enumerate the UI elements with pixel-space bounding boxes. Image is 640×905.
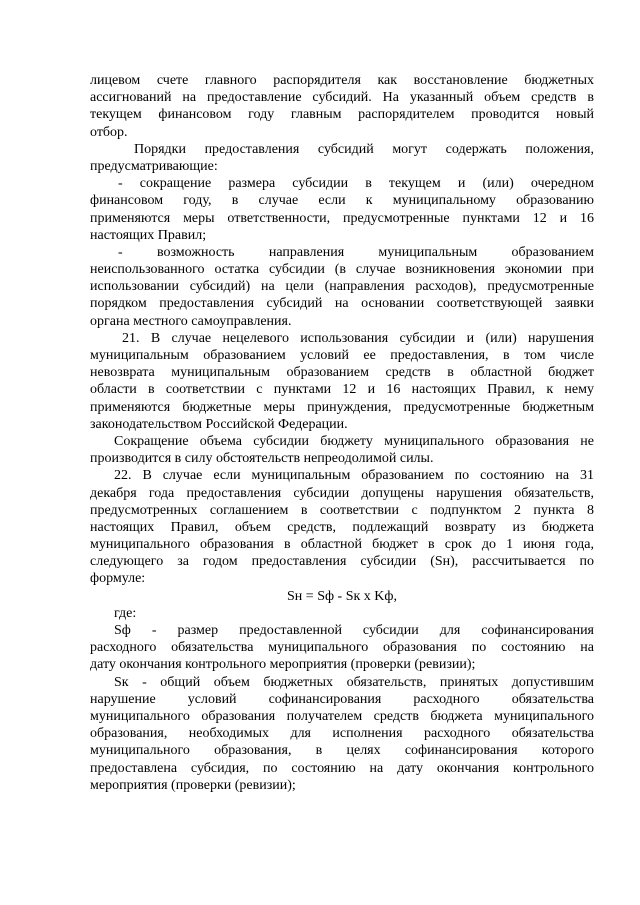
- text-line: невозврата муниципальным образованием средств в областной бюджет: [90, 365, 594, 381]
- document-body: [90, 72, 594, 794]
- text-line: расходного обязательства муниципального образования по состоянию на: [90, 640, 594, 656]
- text-line: - сокращение размера субсидии в текущем и (или) очередном: [118, 176, 594, 192]
- text-line: настоящих Правил;: [90, 227, 207, 243]
- text-line: текущем финансовом году главным распорядителем проводится новый: [90, 107, 594, 123]
- text-line: области в соответствии с пунктами 12 и 16 настоящих Правил, к нему: [90, 382, 594, 398]
- text-line: муниципальным образованием условий ее предоставления, в том числе: [90, 348, 594, 363]
- text-line: где:: [114, 605, 137, 621]
- text-line: формуле:: [90, 571, 146, 587]
- text-line: порядком предоставления субсидий на основании соответствующей заявки: [90, 296, 594, 312]
- text-line: неиспользованного остатка субсидии (в случае возникновения экономии при: [90, 262, 594, 278]
- text-line: ассигнований на предоставление субсидий. На указанный объем средств в: [90, 90, 594, 106]
- text-line: нарушение условий софинансирования расходного обязательства: [90, 691, 594, 707]
- text-line: законодательством Российской Федерации.: [90, 416, 348, 432]
- text-line: производится в силу обстоятельств непреодолимой силы.: [90, 451, 434, 467]
- text-line: предусмотренных соглашением в соответствии с подпунктом 2 пункта 8: [90, 502, 594, 518]
- text-line: мероприятия (проверки (ревизии);: [90, 777, 296, 793]
- text-line: декабря года предоставления субсидии допущены нарушения обязательств,: [90, 485, 594, 501]
- text-line: предусматривающие:: [90, 158, 218, 174]
- text-line: отбор.: [90, 124, 128, 140]
- text-line: муниципального образования получателем средств бюджета муниципального: [90, 708, 594, 724]
- text-line: - возможность направления муниципальным образованием: [118, 244, 594, 260]
- text-line: 22. В случае если муниципальным образованием по состоянию на 31: [114, 468, 594, 484]
- text-line: использовании субсидий) на цели (направления расходов), предусмотренные: [90, 279, 594, 295]
- text-line: Sк - общий объем бюджетных обязательств, принятых допустившим: [114, 674, 594, 690]
- text-line: лицевом счете главного распорядителя как восстановление бюджетных: [90, 73, 594, 88]
- text-line: следующего за годом предоставления субсидии (Sн), рассчитывается по: [90, 554, 594, 570]
- text-line: применяются меры ответственности, предусмотренные пунктами 12 и 16: [90, 210, 594, 226]
- text-line: муниципального образования в областной бюджет в срок до 1 июня года,: [90, 537, 594, 553]
- text-line: муниципального образования, в целях софинансирования которого: [90, 743, 594, 759]
- text-line: образования, необходимых для исполнения расходного обязательства: [90, 726, 594, 742]
- text-line: Порядки предоставления субсидий могут содержать положения,: [134, 141, 594, 157]
- text-line: дату окончания контрольного мероприятия (проверки (ревизии);: [90, 657, 476, 673]
- text-line: применяются бюджетные меры принуждения, предусмотренные бюджетным: [90, 399, 594, 415]
- text-line: настоящих Правил, объем средств, подлежащий возврату из бюджета: [90, 519, 594, 535]
- text-line: 21. В случае нецелевого использования субсидии и (или) нарушения: [122, 330, 594, 346]
- text-line: Sф - размер предоставленной субсидии для софинансирования: [114, 623, 594, 638]
- formula: Sн = Sф - Sк x Kф,: [287, 588, 397, 604]
- text-line: финансовом году, в случае если к муниципальному образованию: [90, 193, 594, 209]
- text-line: Сокращение объема субсидии бюджету муниципального образования не: [114, 433, 594, 449]
- text-line: органа местного самоуправления.: [90, 313, 292, 329]
- text-line: предоставлена субсидия, по состоянию на дату окончания контрольного: [90, 760, 594, 776]
